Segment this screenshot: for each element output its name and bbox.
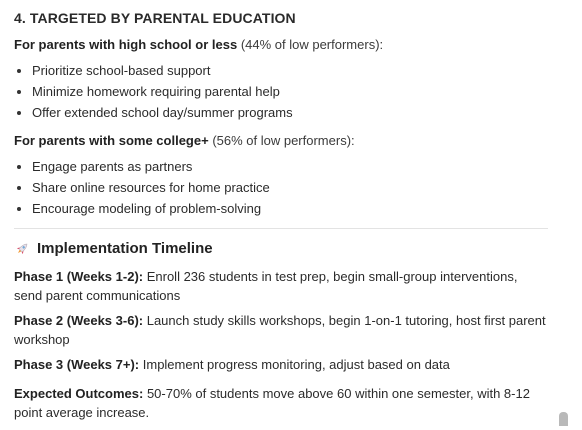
phase-text: Implement progress monitoring, adjust based on data: [139, 357, 450, 372]
list-item: Engage parents as partners: [14, 156, 548, 177]
phase-label: Phase 3 (Weeks 7+):: [14, 357, 140, 372]
outcomes-label: Expected Outcomes:: [14, 386, 144, 401]
phase-label: Phase 1 (Weeks 1-2):: [14, 269, 144, 284]
expected-outcomes: [14, 384, 548, 422]
rocket-icon: [14, 241, 30, 257]
list-item: Share online resources for home practice: [14, 177, 548, 198]
group-note: (56% of low performers):: [208, 133, 355, 148]
phase-3: [14, 355, 548, 374]
divider: [14, 228, 548, 229]
group-label: For parents with some college+: [14, 133, 209, 148]
list-item: Prioritize school-based support: [14, 60, 548, 81]
outcomes-text: 50-70% of students move above 60 within one semester, with 8-12 point average increase.: [14, 386, 530, 420]
group-intro-highschool: [14, 35, 548, 54]
list-item: Encourage modeling of problem-solving: [14, 198, 548, 219]
group-label: For parents with high school or less: [14, 37, 238, 52]
group-note: (44% of low performers):: [237, 37, 384, 52]
list-item: Offer extended school day/summer programs: [14, 102, 548, 123]
timeline-title: Implementation Timeline: [37, 240, 213, 257]
group-intro-college: [14, 131, 548, 150]
bullet-list-highschool: [14, 60, 548, 123]
list-item: Minimize homework requiring parental help: [14, 81, 548, 102]
timeline-heading: [14, 240, 548, 257]
phase-1: [14, 267, 548, 305]
bullet-list-college: [14, 156, 548, 219]
scrollbar-thumb[interactable]: [559, 412, 568, 426]
phase-label: Phase 2 (Weeks 3-6):: [14, 313, 144, 328]
message-content: [14, 10, 548, 428]
phase-text: Enroll 236 students in test prep, begin small-group interventions, send parent communications: [14, 269, 518, 303]
phase-text: Launch study skills workshops, begin 1-on-1 tutoring, host first parent workshop: [14, 313, 546, 347]
section-heading: 4. TARGETED BY PARENTAL EDUCATION: [14, 10, 296, 26]
phase-2: [14, 311, 548, 349]
